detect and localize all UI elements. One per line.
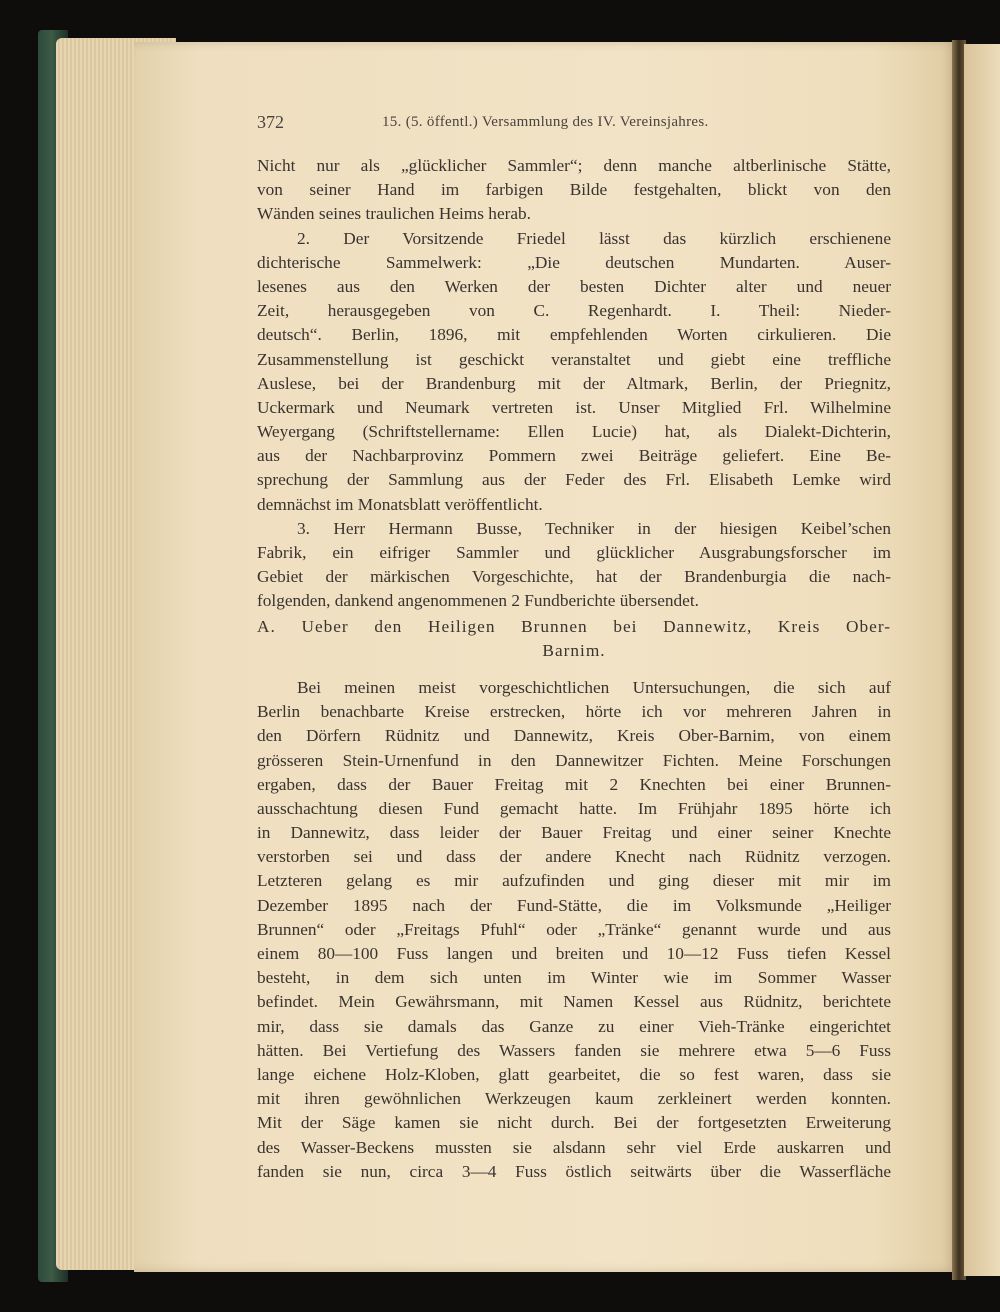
text-line: Weyergang (Schriftstellername: Ellen Lucie) hat, als Dialekt-Dichterin, (257, 422, 891, 442)
text-line: mir, dass sie damals das Ganze zu einer Vieh-Tränke eingerichtet (257, 1016, 891, 1036)
text-line: hätten. Bei Vertiefung des Wassers fanden sie mehrere etwa 5—6 Fuss (257, 1040, 891, 1060)
text-line: den Dörfern Rüdnitz und Dannewitz, Kreis Ober-Barnim, von einem (257, 726, 891, 746)
text-line: des Wasser-Beckens mussten sie alsdann sehr viel Erde auskarren und (257, 1137, 891, 1157)
paragraph-3 (257, 517, 891, 614)
text-line: sprechung der Sammlung aus der Feder des Frl. Elisabeth Lemke wird (257, 470, 891, 490)
text-line: Mit der Säge kamen sie nicht durch. Bei der fortgesetzten Erweiterung (257, 1113, 891, 1133)
facing-page-edge (964, 44, 1000, 1276)
text-line: Berlin benachbarte Kreise erstrecken, hörte ich vor mehreren Jahren in (257, 702, 891, 722)
section-heading (257, 614, 891, 662)
text-line: ergaben, dass der Bauer Freitag mit 2 Knechten bei einer Brunnen- (257, 774, 891, 794)
text-line: verstorben sei und dass der andere Knecht nach Rüdnitz verzogen. (257, 847, 891, 867)
text-line: Bei meinen meist vorgeschichtlichen Untersuchungen, die sich auf (297, 677, 891, 697)
text-line: lange eichene Holz-Kloben, glatt gearbeitet, die so fest waren, dass sie (257, 1064, 891, 1084)
text-line: Letzteren gelang es mir aufzufinden und ging dieser mit mir im (257, 871, 891, 891)
text-line: aus der Nachbarprovinz Pommern zwei Beiträge geliefert. Eine Be- (257, 446, 891, 466)
text-line: dichterische Sammelwerk: „Die deutschen Mundarten. Auser- (257, 252, 891, 272)
section-heading-line: Barnim. (542, 640, 606, 660)
text-line: von seiner Hand im farbigen Bilde festgehalten, blickt von den (257, 180, 891, 200)
body-paragraph (257, 676, 891, 1184)
text-line: Brunnen“ oder „Freitags Pfuhl“ oder „Tränke“ genannt wurde und aus (257, 919, 891, 939)
text-line: Fabrik, ein eifriger Sammler und glücklicher Ausgrabungsforscher im (257, 543, 891, 562)
text-line: demnächst im Monatsblatt veröffentlicht. (257, 494, 543, 514)
text-line: Dezember 1895 nach der Fund-Stätte, die im Volksmunde „Heiliger (257, 895, 891, 915)
text-line: in Dannewitz, dass leider der Bauer Freitag und einer seiner Knechte (257, 823, 891, 843)
text-line: einem 80—100 Fuss langen und breiten und 10—12 Fuss tiefen Kessel (257, 944, 891, 963)
text-line: 2. Der Vorsitzende Friedel lässt das kürzlich erschienene (297, 228, 891, 248)
text-line: Zusammenstellung ist geschickt veranstaltet und giebt eine treffliche (257, 349, 891, 369)
text-line: ausschachtung diesen Fund gemacht hatte. Im Frühjahr 1895 hörte ich (257, 798, 891, 818)
text-line: grösseren Stein-Urnenfund in den Dannewitzer Fichten. Meine Forschungen (257, 750, 891, 770)
text-line: besteht, in dem sich unten im Winter wie im Sommer Wasser (257, 968, 891, 988)
paragraph-2 (257, 227, 891, 517)
page-number: 372 (257, 112, 284, 132)
text-line: fanden sie nun, circa 3—4 Fuss östlich seitwärts über die Wasserfläche (257, 1161, 891, 1181)
text-line: Gebiet der märkischen Vorgeschichte, hat der Brandenburgia die nach- (257, 567, 891, 587)
text-line: Nicht nur als „glücklicher Sammler“; denn manche altberlinische Stätte, (257, 156, 891, 175)
text-line: deutsch“. Berlin, 1896, mit empfehlenden Worten cirkulieren. Die (257, 325, 891, 345)
text-line: Zeit, herausgegeben von C. Regenhardt. I. Theil: Nieder- (257, 301, 891, 321)
text-line: befindet. Mein Gewährsmann, mit Namen Kessel aus Rüdnitz, berichtete (257, 992, 891, 1012)
text-line: 3. Herr Hermann Busse, Techniker in der hiesigen Keibel’schen (297, 518, 891, 538)
text-line: folgenden, dankend angenommenen 2 Fundberichte übersendet. (257, 591, 699, 611)
text-line: Auslese, bei der Brandenburg mit der Altmark, Berlin, der Priegnitz, (257, 373, 891, 393)
running-head: 15. (5. öffentl.) Versammlung des IV. Vereinsjahres. (382, 114, 709, 130)
page-header (257, 112, 891, 134)
paragraph-1 (257, 154, 891, 227)
text-line: Wänden seines traulichen Heims herab. (257, 204, 531, 224)
section-heading-line: A. Ueber den Heiligen Brunnen bei Dannewitz, Kreis Ober- (257, 616, 891, 636)
text-line: Uckermark und Neumark vertreten ist. Unser Mitglied Frl. Wilhelmine (257, 397, 891, 417)
page-text (257, 112, 891, 1184)
text-line: lesenes aus den Werken der besten Dichter alter und neuer (257, 276, 891, 296)
text-line: mit ihren gewöhnlichen Werkzeugen kaum zerkleinert werden konnten. (257, 1089, 891, 1109)
